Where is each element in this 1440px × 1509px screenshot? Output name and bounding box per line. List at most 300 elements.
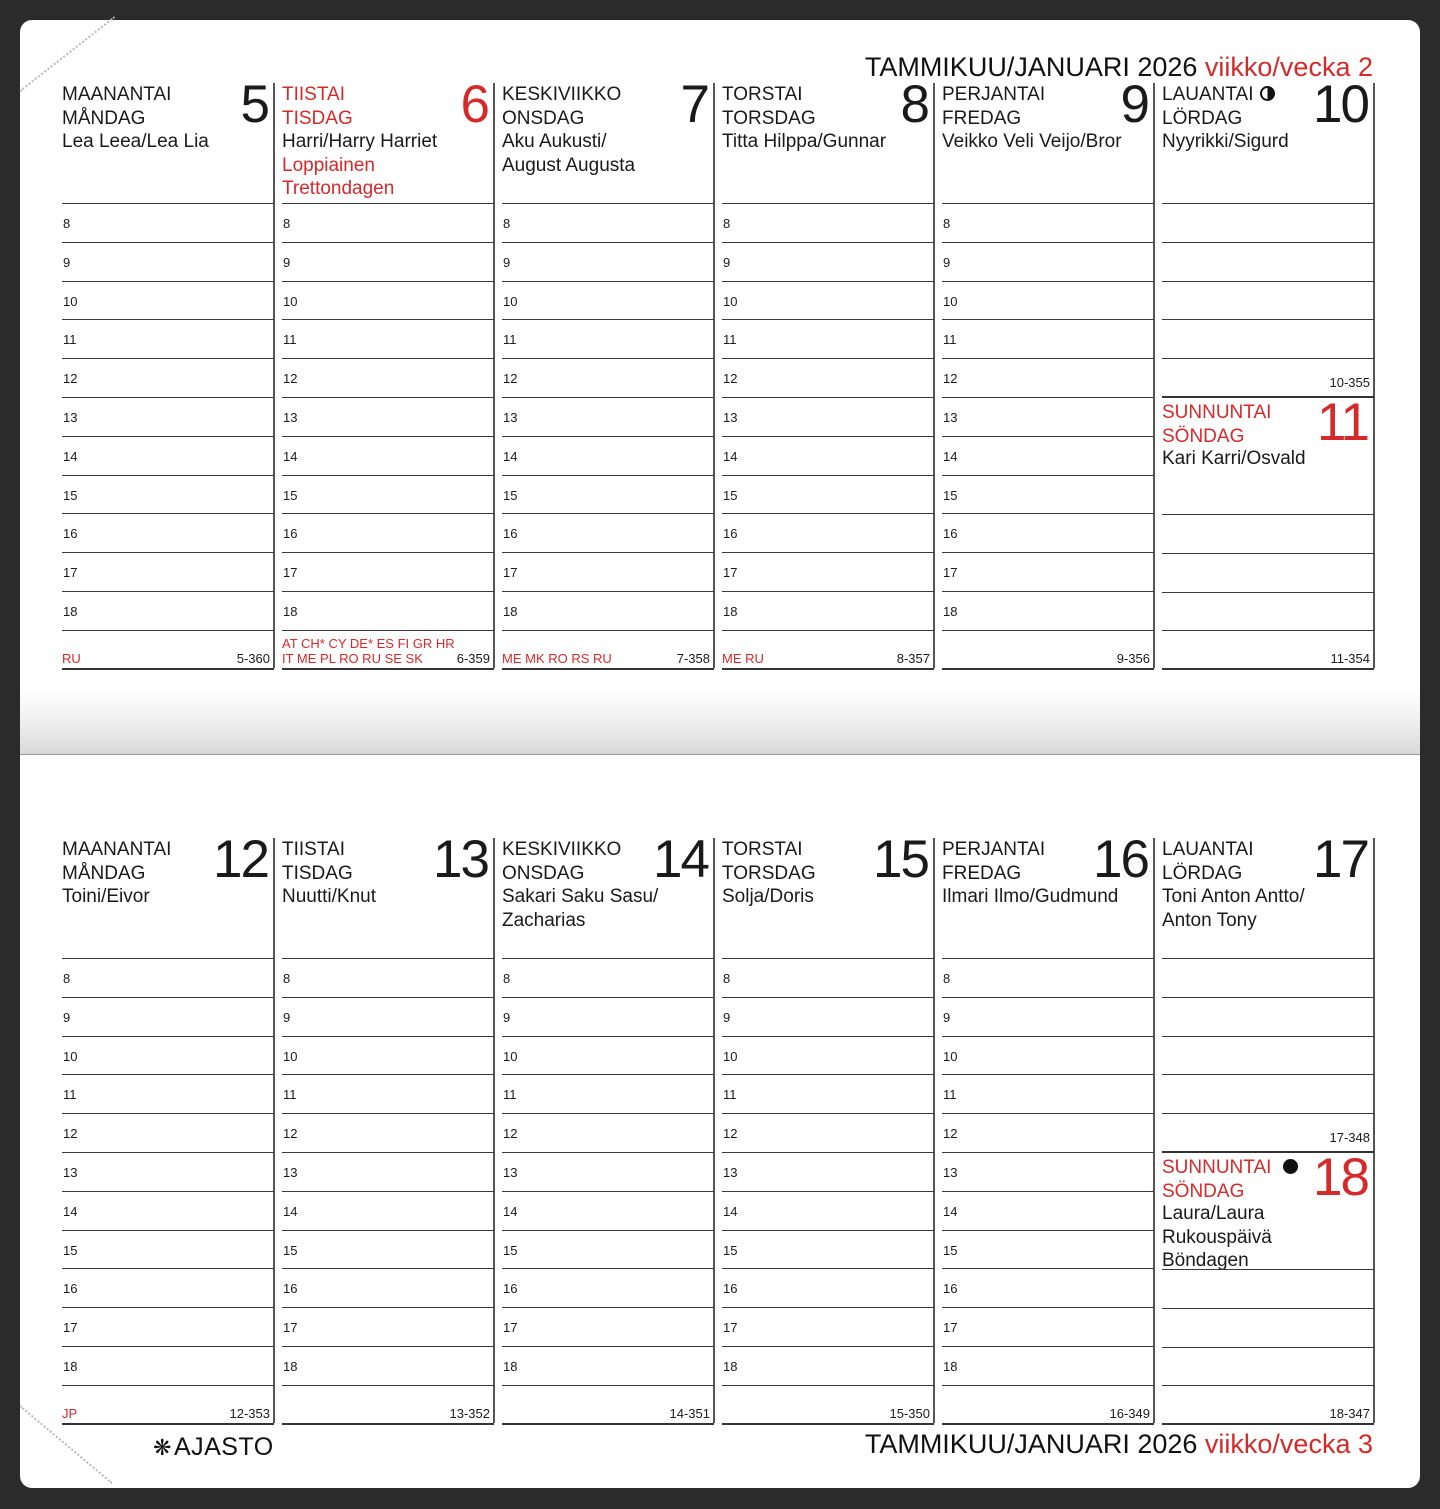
hour-slot[interactable] — [722, 1268, 934, 1307]
hour-label: 13 — [283, 410, 298, 425]
name-days — [282, 885, 376, 909]
saturday-slot[interactable] — [1162, 203, 1374, 242]
country-codes: JP — [62, 1406, 78, 1421]
hour-label: 10 — [503, 293, 518, 309]
hour-slot[interactable] — [942, 1307, 1154, 1346]
hour-slot[interactable] — [942, 1191, 1154, 1230]
day-column — [62, 75, 274, 673]
saturday-slot[interactable] — [1162, 958, 1374, 997]
hour-label: 8 — [283, 971, 291, 986]
month-title: TAMMIKUU/JANUARI 2026 — [864, 1429, 1198, 1459]
hour-label: 17 — [943, 565, 958, 581]
hour-slot[interactable] — [62, 1307, 274, 1346]
hour-label: 18 — [723, 1359, 738, 1374]
hour-slot[interactable] — [62, 997, 274, 1036]
hour-label: 8 — [723, 971, 731, 986]
hour-slot[interactable] — [282, 1113, 494, 1152]
hour-label: 11 — [723, 1087, 737, 1103]
holiday-name: Trettondagen — [282, 178, 395, 199]
hour-label: 16 — [503, 1281, 518, 1297]
day-name-fi: PERJANTAI — [942, 839, 1046, 860]
day-of-year: 10-355 — [1329, 375, 1370, 390]
hour-label: 9 — [723, 1009, 731, 1025]
name-day: Anton Tony — [1162, 909, 1257, 931]
day-name-fi — [1162, 83, 1275, 107]
hour-label: 9 — [503, 1009, 511, 1025]
hour-label: 8 — [63, 216, 71, 231]
name-day: Solja/Doris — [722, 886, 814, 907]
hour-slot[interactable] — [502, 358, 714, 397]
hour-slot[interactable] — [62, 958, 274, 997]
day-footer — [62, 1385, 274, 1425]
hour-slot[interactable] — [942, 513, 1154, 552]
hour-slot[interactable] — [722, 513, 934, 552]
hour-slot[interactable] — [722, 1191, 934, 1230]
day-footer — [282, 1385, 494, 1425]
day-name-sv: SÖNDAG — [1162, 425, 1245, 447]
hour-label: 16 — [63, 526, 78, 542]
day-column — [502, 830, 714, 1428]
hour-slot[interactable] — [942, 997, 1154, 1036]
new-moon-icon — [1283, 1159, 1298, 1174]
day-number: 6 — [460, 75, 488, 134]
hour-slot[interactable] — [942, 552, 1154, 591]
hour-slot[interactable] — [282, 436, 494, 475]
saturday-name — [1162, 838, 1254, 885]
hour-label: 11 — [943, 1087, 957, 1103]
sunday-number: 11 — [1316, 393, 1368, 452]
hour-label: 13 — [723, 1165, 738, 1180]
hour-slot[interactable] — [282, 1152, 494, 1191]
hour-label: 17 — [503, 1320, 518, 1336]
hour-slot[interactable] — [722, 997, 934, 1036]
hour-slot[interactable] — [502, 591, 714, 630]
hour-slot[interactable] — [62, 242, 274, 281]
hour-slot[interactable] — [62, 436, 274, 475]
hour-slot[interactable] — [502, 1113, 714, 1152]
hour-label: 18 — [503, 604, 518, 619]
hour-slot[interactable] — [942, 958, 1154, 997]
name-day: Aku Aukusti/ — [502, 131, 607, 152]
hour-label: 9 — [63, 1009, 71, 1025]
day-name — [62, 838, 171, 885]
day-number: 12 — [213, 830, 268, 889]
hour-slot[interactable] — [282, 997, 494, 1036]
day-name-fi: KESKIVIIKKO — [502, 84, 622, 105]
day-column — [502, 75, 714, 673]
name-day: Ilmari Ilmo/Gudmund — [942, 886, 1119, 907]
hour-label: 18 — [63, 604, 78, 619]
hour-label: 9 — [943, 254, 951, 270]
hour-slot[interactable] — [502, 319, 714, 358]
hour-slot[interactable] — [62, 1346, 274, 1385]
hour-slot[interactable] — [502, 281, 714, 320]
hour-label: 8 — [63, 971, 71, 986]
hour-label: 14 — [63, 448, 78, 464]
day-of-year: 17-348 — [1329, 1130, 1370, 1145]
hour-label: 10 — [63, 1048, 78, 1064]
hour-slot[interactable] — [942, 203, 1154, 242]
hour-slot[interactable] — [62, 1230, 274, 1269]
hour-slot[interactable] — [62, 1074, 274, 1113]
hour-slot[interactable] — [282, 397, 494, 436]
hour-slot[interactable] — [722, 1152, 934, 1191]
hour-slot[interactable] — [62, 1268, 274, 1307]
sunday-slot[interactable] — [1162, 592, 1374, 631]
day-name-sv: LÖRDAG — [1162, 107, 1243, 129]
hour-slot[interactable] — [722, 436, 934, 475]
weekend-column — [1162, 75, 1374, 673]
hour-slot[interactable] — [282, 281, 494, 320]
hour-slot[interactable] — [502, 397, 714, 436]
hour-slot[interactable] — [282, 958, 494, 997]
holiday-name: Loppiainen — [282, 154, 375, 176]
day-name-sv: FREDAG — [942, 107, 1022, 129]
name-day: Nuutti/Knut — [282, 886, 376, 907]
hour-slot[interactable] — [942, 1074, 1154, 1113]
hour-label: 14 — [283, 448, 298, 464]
hour-label: 9 — [63, 254, 71, 270]
hour-slot[interactable] — [282, 475, 494, 514]
hour-slot[interactable] — [282, 1074, 494, 1113]
flag-day-countries — [62, 1406, 77, 1421]
hour-slot[interactable] — [282, 1346, 494, 1385]
hour-slot[interactable] — [62, 203, 274, 242]
hour-label: 18 — [943, 604, 958, 619]
day-name-fi: TIISTAI — [282, 839, 345, 860]
hour-label: 15 — [503, 487, 518, 503]
hour-label: 13 — [943, 410, 958, 425]
first-quarter-icon — [1260, 86, 1275, 101]
day-name-sv: TISDAG — [282, 107, 353, 129]
hour-slot[interactable] — [722, 1230, 934, 1269]
name-days — [502, 885, 658, 932]
day-name-fi: TORSTAI — [722, 84, 803, 105]
hour-label: 14 — [283, 1203, 298, 1219]
hour-slot[interactable] — [62, 1036, 274, 1075]
hour-slot[interactable] — [282, 1230, 494, 1269]
ajasto-logo — [153, 1433, 274, 1462]
saturday-number: 10 — [1313, 75, 1368, 134]
hour-label: 13 — [503, 1165, 518, 1180]
sunday-slot[interactable] — [1162, 514, 1374, 553]
day-name-sv: ONSDAG — [502, 862, 585, 884]
sunday-slot[interactable] — [1162, 553, 1374, 592]
hour-label: 13 — [503, 410, 518, 425]
hour-label: 15 — [503, 1242, 518, 1258]
hour-slot[interactable] — [62, 358, 274, 397]
hour-slot[interactable] — [282, 319, 494, 358]
hour-label: 12 — [63, 371, 78, 387]
hour-slot[interactable] — [942, 475, 1154, 514]
hour-slot[interactable] — [282, 591, 494, 630]
day-name — [282, 838, 353, 885]
hour-slot[interactable] — [62, 1152, 274, 1191]
hour-slot[interactable] — [942, 1346, 1154, 1385]
hour-label: 12 — [503, 1126, 518, 1142]
hour-slot[interactable] — [722, 281, 934, 320]
sunday-slot[interactable] — [1162, 1347, 1374, 1386]
hour-slot[interactable] — [62, 475, 274, 514]
day-name-fi-text: LAUANTAI — [1162, 84, 1254, 105]
day-number: 8 — [900, 75, 928, 134]
day-of-year: 7-358 — [676, 651, 710, 666]
hour-label: 8 — [943, 216, 951, 231]
day-name — [942, 838, 1045, 885]
name-days — [722, 885, 814, 909]
hour-slot[interactable] — [502, 1268, 714, 1307]
hour-label: 17 — [63, 1320, 78, 1336]
day-name — [62, 83, 171, 130]
day-number: 15 — [873, 830, 928, 889]
hour-label: 10 — [943, 293, 958, 309]
day-name — [722, 838, 816, 885]
day-name-fi: MAANANTAI — [62, 84, 172, 105]
day-number: 13 — [433, 830, 488, 889]
hour-label: 17 — [723, 1320, 738, 1336]
hour-slot[interactable] — [722, 242, 934, 281]
saturday-slot[interactable] — [1162, 997, 1374, 1036]
hour-slot[interactable] — [942, 436, 1154, 475]
day-footer — [722, 630, 934, 670]
hour-slot[interactable] — [282, 552, 494, 591]
hour-slot[interactable] — [62, 281, 274, 320]
name-days — [722, 130, 886, 154]
name-day: Nyyrikki/Sigurd — [1162, 131, 1289, 152]
hour-slot[interactable] — [502, 552, 714, 591]
hour-slot[interactable] — [282, 513, 494, 552]
saturday-slot[interactable] — [1162, 242, 1374, 281]
hour-slot[interactable] — [942, 1113, 1154, 1152]
hour-label: 8 — [283, 216, 291, 231]
hour-slot[interactable] — [502, 1074, 714, 1113]
hour-slot[interactable] — [62, 552, 274, 591]
hour-label: 17 — [723, 565, 738, 581]
day-name-sv: SÖNDAG — [1162, 1180, 1245, 1202]
hour-label: 11 — [283, 332, 297, 348]
hour-label: 9 — [723, 254, 731, 270]
hour-slot[interactable] — [502, 475, 714, 514]
hour-slot[interactable] — [502, 997, 714, 1036]
hour-slot[interactable] — [942, 1230, 1154, 1269]
hour-slot[interactable] — [722, 958, 934, 997]
name-days — [502, 130, 635, 177]
hour-slot[interactable] — [502, 242, 714, 281]
hour-label: 12 — [723, 371, 738, 387]
saturday-slot[interactable] — [1162, 1036, 1374, 1075]
hour-slot[interactable] — [62, 1191, 274, 1230]
hour-label: 18 — [283, 604, 298, 619]
name-day: Toni Anton Antto/ — [1162, 886, 1305, 907]
hour-label: 10 — [723, 1048, 738, 1064]
hour-slot[interactable] — [62, 513, 274, 552]
hour-label: 10 — [723, 293, 738, 309]
hour-slot[interactable] — [282, 242, 494, 281]
hour-slot[interactable] — [62, 397, 274, 436]
day-footer — [942, 630, 1154, 670]
name-day: August Augusta — [502, 154, 636, 176]
country-codes: RU — [62, 651, 81, 666]
hour-slot[interactable] — [942, 358, 1154, 397]
day-name-sv: ONSDAG — [502, 107, 585, 129]
saturday-slot[interactable] — [1162, 281, 1374, 320]
hour-slot[interactable] — [942, 242, 1154, 281]
hour-slot[interactable] — [502, 1191, 714, 1230]
hour-label: 14 — [503, 1203, 518, 1219]
hour-label: 15 — [943, 487, 958, 503]
hour-slot[interactable] — [282, 1191, 494, 1230]
hour-slot[interactable] — [502, 203, 714, 242]
hour-slot[interactable] — [502, 436, 714, 475]
name-days — [942, 885, 1118, 909]
day-name-fi-text: LAUANTAI — [1162, 839, 1254, 860]
hour-slot[interactable] — [942, 1036, 1154, 1075]
hour-slot[interactable] — [502, 1230, 714, 1269]
saturday-number: 17 — [1313, 830, 1368, 889]
day-column — [282, 75, 494, 673]
weekend-column — [1162, 830, 1374, 1428]
hour-slot[interactable] — [502, 1152, 714, 1191]
hour-label: 10 — [63, 293, 78, 309]
hour-label: 15 — [63, 487, 78, 503]
hour-label: 12 — [943, 1126, 958, 1142]
name-days — [942, 130, 1122, 154]
hour-slot[interactable] — [722, 358, 934, 397]
hour-slot[interactable] — [722, 1074, 934, 1113]
day-of-year: 16-349 — [1109, 1406, 1150, 1421]
hour-label: 14 — [723, 1203, 738, 1219]
hour-slot[interactable] — [62, 1113, 274, 1152]
sunday-slot[interactable] — [1162, 1308, 1374, 1347]
name-day: Kari Karri/Osvald — [1162, 448, 1306, 469]
hour-label: 15 — [943, 1242, 958, 1258]
day-name-sv: TORSDAG — [722, 107, 816, 129]
hour-label: 10 — [503, 1048, 518, 1064]
hour-slot[interactable] — [722, 319, 934, 358]
hour-slot[interactable] — [942, 591, 1154, 630]
hour-slot[interactable] — [62, 591, 274, 630]
hour-label: 12 — [943, 371, 958, 387]
day-name-fi: MAANANTAI — [62, 839, 172, 860]
day-of-year: 11-354 — [1330, 651, 1370, 666]
hour-label: 11 — [943, 332, 957, 348]
day-name-fi — [1162, 1156, 1298, 1180]
hour-slot[interactable] — [282, 1036, 494, 1075]
hour-slot[interactable] — [502, 1036, 714, 1075]
hour-slot[interactable] — [722, 552, 934, 591]
day-number: 9 — [1120, 75, 1148, 134]
brand-name: AJASTO — [173, 1433, 274, 1461]
day-name-fi-text: SUNNUNTAI — [1162, 402, 1272, 423]
day-name-fi — [1162, 401, 1271, 425]
hour-label: 11 — [283, 1087, 297, 1103]
hour-slot[interactable] — [942, 1152, 1154, 1191]
hour-label: 9 — [503, 254, 511, 270]
hour-slot[interactable] — [722, 1036, 934, 1075]
saturday-slot[interactable] — [1162, 319, 1374, 358]
hour-label: 13 — [723, 410, 738, 425]
hour-label: 16 — [283, 526, 298, 542]
hour-label: 8 — [723, 216, 731, 231]
day-column — [942, 75, 1154, 673]
day-name-fi: TIISTAI — [282, 84, 345, 105]
hour-label: 17 — [283, 565, 298, 581]
sunday-slot[interactable] — [1162, 1269, 1374, 1308]
hour-slot[interactable] — [722, 1113, 934, 1152]
hour-label: 11 — [63, 1087, 77, 1103]
hour-slot[interactable] — [722, 203, 934, 242]
hour-slot[interactable] — [942, 281, 1154, 320]
hour-slot[interactable] — [502, 958, 714, 997]
hour-label: 15 — [283, 1242, 298, 1258]
hour-label: 16 — [63, 1281, 78, 1297]
hour-slot[interactable] — [282, 203, 494, 242]
day-of-year: 8-357 — [896, 651, 930, 666]
country-codes: IT ME PL RO RU SE SK — [282, 651, 423, 666]
hour-slot[interactable] — [502, 513, 714, 552]
hour-slot[interactable] — [722, 1307, 934, 1346]
name-days — [62, 130, 209, 154]
week-3-header — [865, 1429, 1373, 1460]
name-days — [1162, 447, 1306, 471]
hour-slot[interactable] — [942, 319, 1154, 358]
name-day: Laura/Laura — [1162, 1203, 1265, 1224]
hour-slot[interactable] — [282, 358, 494, 397]
hour-label: 12 — [283, 1126, 298, 1142]
hour-label: 16 — [503, 526, 518, 542]
hour-label: 15 — [723, 487, 738, 503]
day-name-sv: MÅNDAG — [62, 862, 146, 884]
hour-slot[interactable] — [502, 1346, 714, 1385]
day-number: 5 — [240, 75, 268, 134]
day-footer — [502, 630, 714, 670]
day-column — [722, 75, 934, 673]
hour-label: 12 — [283, 371, 298, 387]
hour-slot[interactable] — [722, 397, 934, 436]
hour-label: 8 — [503, 216, 511, 231]
flag-day-countries — [722, 651, 764, 666]
day-footer — [502, 1385, 714, 1425]
day-name-sv: TISDAG — [282, 862, 353, 884]
hour-slot[interactable] — [942, 1268, 1154, 1307]
day-name — [502, 83, 621, 130]
hour-slot[interactable] — [722, 1346, 934, 1385]
hour-label: 16 — [723, 526, 738, 542]
flag-day-countries — [62, 651, 81, 666]
country-codes: ME RU — [722, 651, 764, 666]
hour-slot[interactable] — [282, 1268, 494, 1307]
hour-slot[interactable] — [282, 1307, 494, 1346]
name-day: Sakari Saku Sasu/ — [502, 886, 659, 907]
hour-label: 13 — [283, 1165, 298, 1180]
hour-label: 16 — [943, 1281, 958, 1297]
hour-slot[interactable] — [62, 319, 274, 358]
hour-label: 18 — [723, 604, 738, 619]
hour-label: 16 — [723, 1281, 738, 1297]
hour-slot[interactable] — [942, 397, 1154, 436]
saturday-slot[interactable] — [1162, 1074, 1374, 1113]
hour-slot[interactable] — [722, 591, 934, 630]
day-of-year: 14-351 — [669, 1406, 710, 1421]
hour-slot[interactable] — [502, 1307, 714, 1346]
hour-label: 15 — [63, 1242, 78, 1258]
day-footer — [1162, 630, 1374, 670]
hour-label: 8 — [943, 971, 951, 986]
day-name — [722, 83, 816, 130]
month-title: TAMMIKUU/JANUARI 2026 — [864, 52, 1198, 82]
hour-slot[interactable] — [722, 475, 934, 514]
day-column — [722, 830, 934, 1428]
